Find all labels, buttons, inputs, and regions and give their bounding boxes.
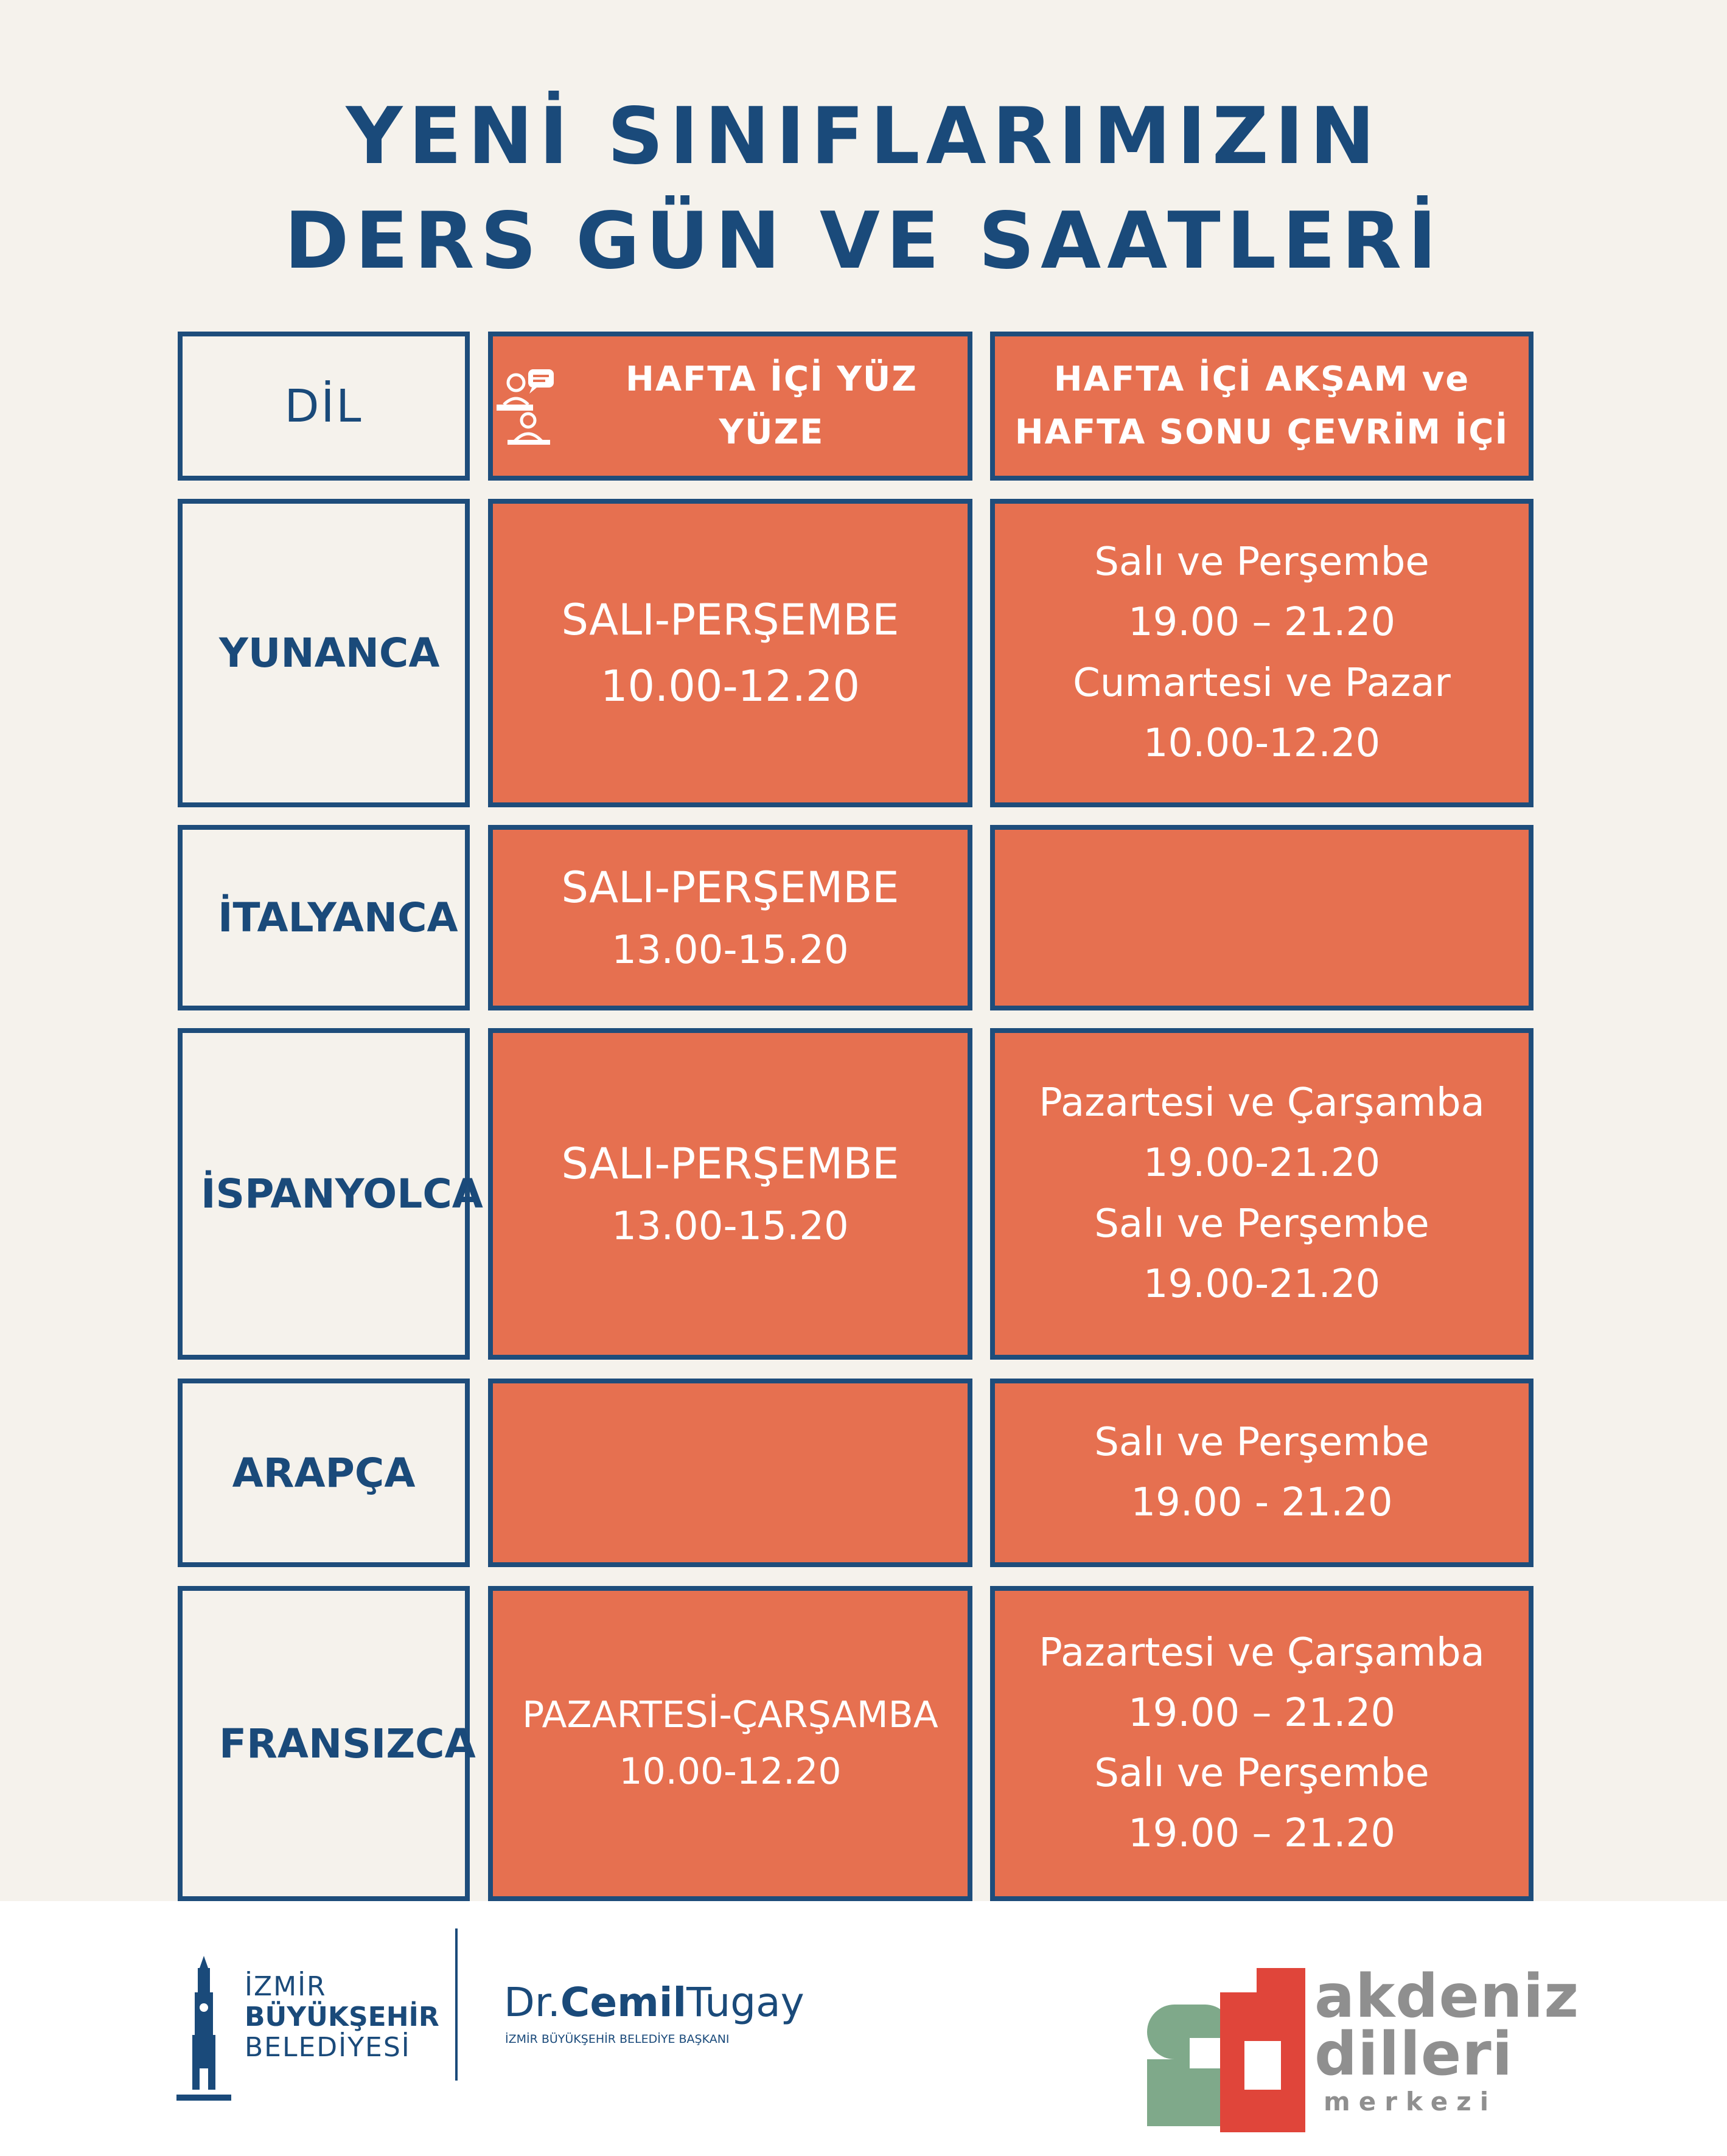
schedule-time: 19.00 – 21.20 <box>1128 600 1396 645</box>
row-language-cell <box>178 1586 476 1901</box>
row-online-cell <box>990 1379 1533 1567</box>
row-in-person-cell <box>488 1028 972 1360</box>
izmir-logo-line-2: BÜYÜKŞEHİR <box>245 2001 439 2033</box>
schedule-time: 19.00 - 21.20 <box>1131 1480 1393 1525</box>
schedule-days: Salı ve Perşembe <box>1094 1201 1429 1247</box>
header-online-label-2: HAFTA SONU ÇEVRİM İÇİ <box>1014 412 1509 452</box>
schedule-time: 10.00-12.20 <box>1143 720 1381 766</box>
mayor-name <box>504 1979 804 2026</box>
row-in-person-cell-empty <box>488 1379 972 1567</box>
row-language-label: YUNANCA <box>219 630 440 676</box>
schedule-days: Cumartesi ve Pazar <box>1073 660 1451 706</box>
clock-tower-icon <box>176 1956 231 2116</box>
row-language-label: ARAPÇA <box>232 1449 416 1497</box>
adm-logo-line-2: dilleri <box>1314 2020 1513 2089</box>
mayor-name-prefix: Dr. <box>504 1979 560 2026</box>
row-language-label: İSPANYOLCA <box>201 1170 483 1217</box>
schedule-days: Pazartesi ve Çarşamba <box>1039 1080 1485 1126</box>
header-in-person-label: HAFTA İÇİ YÜZ YÜZE <box>625 359 918 452</box>
schedule-days: Pazartesi ve Çarşamba <box>1039 1630 1485 1675</box>
row-language-label: İTALYANCA <box>218 894 458 941</box>
row-language-cell <box>178 825 470 1010</box>
header-online-label-1: HAFTA İÇİ AKŞAM ve <box>1053 359 1470 399</box>
schedule-time: 10.00-12.20 <box>600 661 860 711</box>
mayor-last-name: Tugay <box>686 1979 804 2026</box>
mayor-first-name: Cemil <box>560 1979 687 2026</box>
adm-logo-line-1: akdeniz <box>1314 1962 1580 2031</box>
adm-logo-mark-icon <box>1147 1968 1305 2135</box>
izmir-logo-line-1: İZMİR <box>245 1971 327 2002</box>
title-line-2: DERS GÜN VE SAATLERİ <box>284 196 1443 287</box>
schedule-time: 10.00-12.20 <box>619 1750 842 1793</box>
schedule-time: 19.00-21.20 <box>1143 1261 1381 1307</box>
schedule-days: SALI-PERŞEMBE <box>561 1138 899 1189</box>
row-in-person-cell <box>488 499 972 807</box>
schedule-time: 13.00-15.20 <box>612 928 849 973</box>
header-in-person-cell <box>488 332 972 481</box>
row-language-cell <box>178 1028 483 1360</box>
header-language-label: DİL <box>284 380 363 433</box>
schedule-days: Salı ve Perşembe <box>1094 540 1429 585</box>
row-online-cell <box>990 1028 1533 1360</box>
schedule-days: PAZARTESİ-ÇARŞAMBA <box>522 1694 938 1736</box>
row-in-person-cell <box>488 1586 972 1901</box>
row-online-cell-empty <box>990 825 1533 1010</box>
row-online-cell <box>990 499 1533 807</box>
schedule-time: 19.00-21.20 <box>1143 1141 1381 1186</box>
row-language-label: FRANSIZCA <box>219 1720 476 1767</box>
schedule-days: SALI-PERŞEMBE <box>561 862 899 913</box>
row-language-cell <box>178 499 470 807</box>
title-line-1: YENİ SINIFLARIMIZIN <box>346 91 1381 182</box>
classroom-teacher-icon <box>493 367 560 446</box>
header-language-cell <box>178 332 470 481</box>
row-in-person-cell <box>488 825 972 1010</box>
row-language-cell <box>178 1379 470 1567</box>
footer <box>0 1901 1727 2156</box>
izmir-logo-line-3: BELEDİYESİ <box>245 2032 411 2063</box>
schedule-time: 19.00 – 21.20 <box>1128 1811 1396 1857</box>
schedule-time: 19.00 – 21.20 <box>1128 1690 1396 1736</box>
mayor-title: İZMİR BÜYÜKŞEHİR BELEDİYE BAŞKANI <box>505 2033 730 2046</box>
schedule-days: Salı ve Perşembe <box>1094 1419 1429 1465</box>
schedule-days: Salı ve Perşembe <box>1094 1751 1429 1796</box>
header-online-cell <box>990 332 1533 481</box>
schedule-time: 13.00-15.20 <box>612 1204 849 1250</box>
adm-logo-line-3: merkezi <box>1324 2087 1498 2116</box>
schedule-days: SALI-PERŞEMBE <box>561 595 899 645</box>
row-online-cell <box>990 1586 1533 1901</box>
footer-divider <box>455 1928 458 2081</box>
